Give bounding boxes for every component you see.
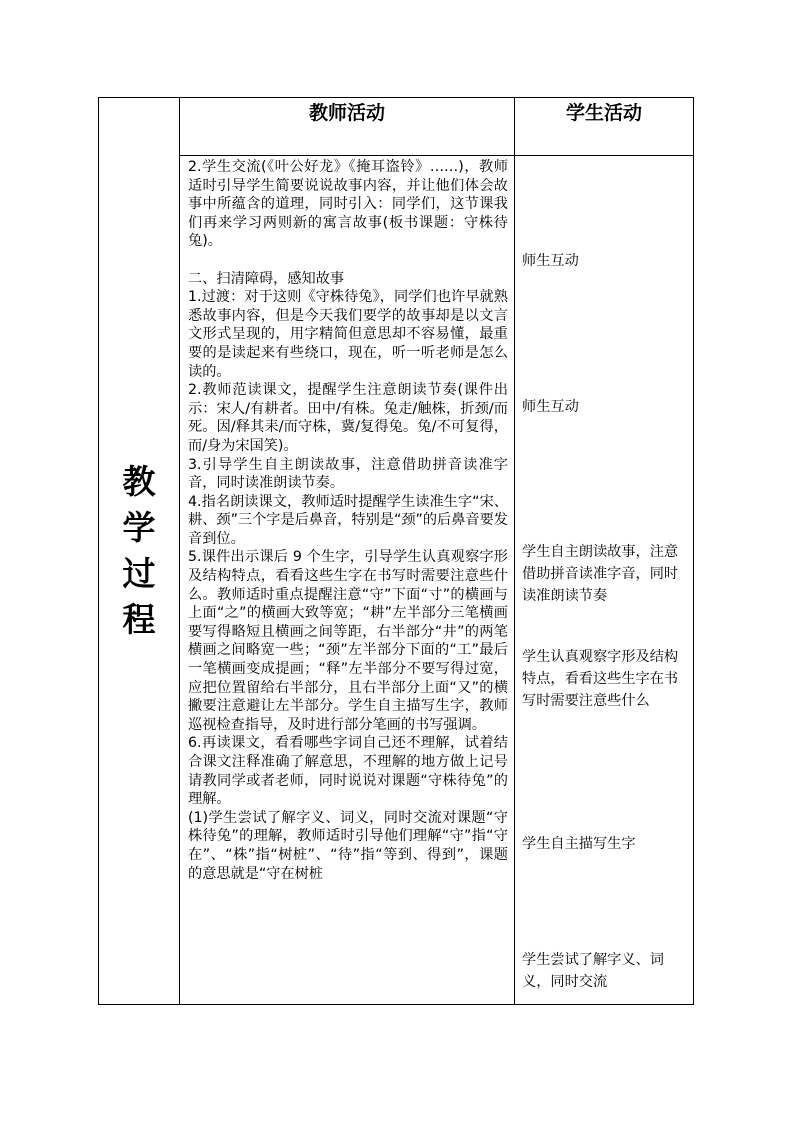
section-heading: 二、扫清障碍，感知故事 xyxy=(188,270,345,287)
header-row xyxy=(99,98,694,156)
student-note: 学生自主朗读故事，注意借助拼音读准字音，同时读准朗读节奏 xyxy=(522,544,679,604)
section-label-cell xyxy=(99,98,180,1005)
teacher-activity-cell xyxy=(180,156,515,1005)
student-note: 学生尝试了解字义、词义，同时交流 xyxy=(522,952,664,990)
student-note: 师生互动 xyxy=(522,253,579,269)
teacher-paragraph: 2.教师范读课文，提醒学生注意朗读节奏(课件出示：宋人/有耕者。田中/有株。兔走/触株，折颈/而死。因/释其耒/而守株，冀/复得兔。兔/不可复得，而/身为宋国笑)。 xyxy=(188,382,508,454)
teacher-paragraph: (1)学生尝试了解字义、词义，同时交流对课题“守株待兔”的理解，教师适时引导他们理解“守”指“守在”、“株”指“树桩”、“待”指“等到、得到”，课题的意思就是“守在树桩 xyxy=(188,809,508,882)
student-note: 学生自主描写生字 xyxy=(522,836,636,852)
teacher-paragraph: 1.过渡：对于这则《守株待兔》，同学们也许早就熟悉故事内容，但是今天我们要学的故事却是以文言文形式呈现的，用字精简但意思却不容易懂，最重要的是读起来有些绕口，现在，听一听老师是怎么读的。 xyxy=(188,289,508,380)
section-label: 教学过程 xyxy=(122,462,156,639)
content-row xyxy=(99,156,694,1005)
teacher-paragraph: 2.学生交流(《叶公好龙》《掩耳盗铃》……)，教师适时引导学生简要说说故事内容，并让他们体会故事中所蕴含的道理，同时引入：同学们，这节课我们再来学习两则新的寓言故事(板书课题：守株待兔)。 xyxy=(188,159,508,250)
teacher-paragraph: 3.引导学生自主朗读故事，注意借助拼音读准字音，同时读准朗读节奏。 xyxy=(188,456,508,492)
student-note: 师生互动 xyxy=(522,399,579,415)
student-activity-cell xyxy=(515,156,694,1005)
lesson-plan-table xyxy=(98,97,694,1005)
teacher-paragraph: 4.指名朗读课文，教师适时提醒学生读准生字“宋、耕、颈”三个字是后鼻音，特别是“颈”的后鼻音要发音到位。 xyxy=(188,493,508,547)
student-activity-header: 学生活动 xyxy=(515,98,694,156)
teacher-paragraph: 5.课件出示课后 9 个生字，引导学生认真观察字形及结构特点，看看这些生字在书写时需要注意些什么。教师适时重点提醒注意“守”下面“寸”的横画与上面“之”的横画大致等宽；“耕”左半部分三笔横画要写得略短且横画之间等距，右半部分“井”的两笔横画之间略宽一些；“颈”左半部分下面的“工”最后一笔横画变成提画；“释”左半部分不要写得过宽，应把位置留给右半部分，且右半部分上面“又”的横撇要注意避让左半部分。学生自主描写生字，教师巡视检查指导，及时进行部分笔画的书写强调。 xyxy=(188,549,508,733)
student-note: 学生认真观察字形及结构特点，看看这些生字在书写时需要注意些什么 xyxy=(522,649,679,709)
teacher-paragraph: 6.再读课文，看看哪些字词自己还不理解，试着结合课文注释准确了解意思，不理解的地方做上记号请教同学或者老师，同时说说对课题“守株待兔”的理解。 xyxy=(188,735,508,808)
teacher-activity-header: 教师活动 xyxy=(180,98,515,156)
